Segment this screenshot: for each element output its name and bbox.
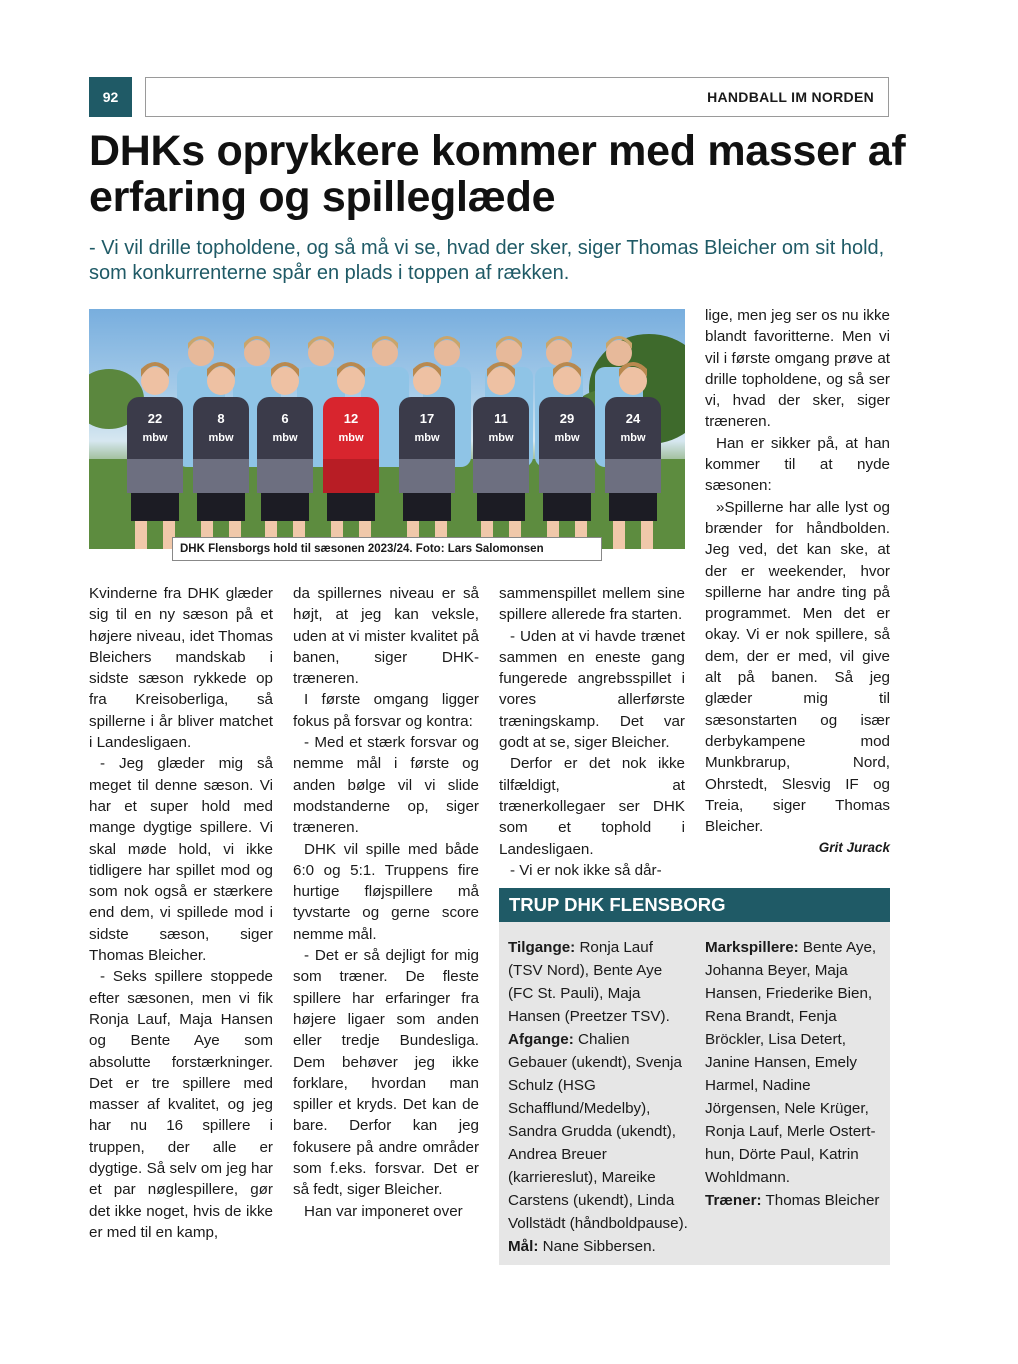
paragraph: - Seks spillere stoppede efter sæsonen, men vi fik Ronja Lauf, Maja Hansen og Bente Aye som absolutte forstærkninger. Det er tre spillere med masser af kvalitet, og jeg har nu 16 spillere i truppen, der alle er dygtige. Så selv om jeg har et par nøglespillere, gør det ikke noget, hvis de ikke er med til en kamp, [89,968,273,1241]
squad-entry-text: Nane Sibbersen. [538,1238,656,1255]
jersey-number: 8 [217,411,225,426]
jersey-sponsor: mbw [620,432,646,444]
jersey-number: 6 [281,411,289,426]
paragraph: I første omgang ligger fokus på forsvar og kontra: [293,691,479,730]
squad-entry-text: Chalien Gebauer (ukendt), Svenja Schulz (HSG Schafflund/Medelby), Sandra Grudda (ukendt), Andrea Breuer (karriereslut), Mareike Carstens (ukendt), Linda Vollstädt (håndboldpause). [508,1031,688,1232]
lead-paragraph: - Vi vil drille topholdene, og så må vi se, hvad der sker, siger Thomas Bleicher om sit hold, som konkurrenterne spår en plads i toppen af rækken. [89,237,885,284]
squad-entry-label: Træner: [705,1192,762,1209]
squad-box-title: TRUP DHK FLENSBORG [499,888,890,922]
squad-entry-label: Afgange: [508,1031,574,1048]
squad-entry-label: Tilgange: [508,939,576,956]
paragraph: - Med et stærk forsvar og nemme mål i første og anden bølge vil vi slide modstanderne op, siger træneren. [293,734,479,837]
jersey-number: 22 [147,411,163,426]
squad-box-right-column [705,936,883,1212]
squad-entry-label: Mål: [508,1238,539,1255]
squad-entry-text: Bente Aye, Johanna Beyer, Maja Hansen, Friederike Bien, Rena Brandt, Fenja Bröckler, Lisa Detert, Janine Hansen, Emely Harmel, Nadine Jörgensen, Nele Krüger, Ronja Lauf, Merle Ostert-hun, Dörte Paul, Katrin Wohldmann. [705,939,877,1186]
squad-entry-text: Ronja Lauf (TSV Nord), Bente Aye (FC St. Pauli), Maja Hansen (Preetzer TSV). [508,939,670,1025]
paragraph: Kvinderne fra DHK glæder sig til en ny sæson på et højere niveau, idet Thomas Bleichers mandskab i sidste sæson rykkede op fra Kreisoberliga, så spillerne i år bliver matchet i Landesligaen. [89,585,273,752]
paragraph: Derfor er det nok ikke tilfældigt, at trænerkollegaer ser DHK som et tophold i Landesligaen. [499,755,685,858]
jersey-number: 17 [419,411,435,426]
squad-entry [705,936,883,1189]
paragraph: Han var imponeret over [304,1202,463,1220]
jersey-sponsor: mbw [338,432,364,444]
jersey-sponsor: mbw [208,432,234,444]
team-photo [89,309,685,549]
headline: DHKs oprykkere kommer med masser af erfaring og spilleglæde [89,127,906,221]
squad-box-left-column [508,936,688,1258]
paragraph: DHK vil spille med både 6:0 og 5:1. Truppens fire hurtige fløjspillere må tyvstarte og gerne score nemme mål. [293,840,479,943]
squad-entry-text: Thomas Bleicher [761,1192,880,1209]
section-title: HANDBALL IM NORDEN [707,89,874,105]
squad-entry [508,1028,688,1235]
article-column-4 [705,305,890,859]
jersey-sponsor: mbw [414,432,440,444]
article-column-2 [293,583,479,1222]
squad-entry [705,1189,883,1212]
jersey-number: 29 [559,411,575,426]
paragraph: »Spillerne har alle lyst og brænder for håndbolden. Jeg ved, det kan ske, at der er weekender, hvor spillerne har andre ting på programmet. Men det er okay. Vi er nok spillere, så dem, der er med, vil give alt på banen. Så jeg glæder mig til sæsonstarten og især derbykampene mod Munkbrarup, Nord, Ohrstedt, Slesvig IF og Treia, siger Thomas Bleicher. [705,498,890,836]
section-header [145,77,889,117]
jersey-sponsor: mbw [272,432,298,444]
jersey-sponsor: mbw [488,432,514,444]
paragraph: - Uden at vi havde trænet sammen en eneste gang fungerede angrebsspillet i vores allerførste træningskamp. Det var godt at se, siger Bleicher. [499,627,685,752]
squad-entry-label: Markspillere: [705,939,799,956]
author-signature: Grit Jurack [818,840,890,856]
jersey-number: 12 [343,411,359,426]
squad-box [499,922,890,1265]
paragraph: lige, men jeg ser os nu ikke blandt favoritterne. Men vi vil i første omgang prøve at drille topholdene, og så ser vi, hvad der sker, siger træneren. [705,307,890,431]
paragraph: - Vi er nok ikke så dår- [510,861,662,879]
jersey-sponsor: mbw [554,432,580,444]
jersey-number: 24 [625,411,641,426]
paragraph: - Jeg glæder mig så meget til denne sæson. Vi har et super hold med mange dygtige spillere. Vi skal møde hold, vi ikke tidligere har spillet mod og som nok også er stærkere end dem, vi spillede mod i sidste sæson, siger Thomas Bleicher. [89,755,273,965]
jersey-sponsor: mbw [142,432,168,444]
paragraph: - Det er så dejligt for mig som træner. De fleste spillere har erfaringer fra højere ligaer som anden eller tredje Bundesliga. Dem behøver jeg ikke forklare, hvordan man spiller et kryds. Det kan de bare. Derfor kan jeg fokusere på andre områder som f.eks. forsvar. Det er så fedt, siger Bleicher. [293,947,479,1199]
paragraph: da spillernes niveau er så højt, at jeg kan veksle, uden at vi mister kvalitet på banen, siger DHK-træneren. [293,585,479,688]
article-column-3 [499,583,685,881]
squad-entry [508,1235,688,1258]
paragraph: Han er sikker på, at han kommer til at nyde sæsonen: [705,434,890,495]
article-column-1 [89,583,273,1243]
jersey-number: 11 [494,411,508,426]
photo-caption: DHK Flensborgs hold til sæsonen 2023/24. Foto: Lars Salomonsen [172,537,602,561]
paragraph: sammenspillet mellem sine spillere allerede fra starten. [499,585,685,624]
squad-entry [508,936,688,1028]
page-number: 92 [89,77,132,117]
